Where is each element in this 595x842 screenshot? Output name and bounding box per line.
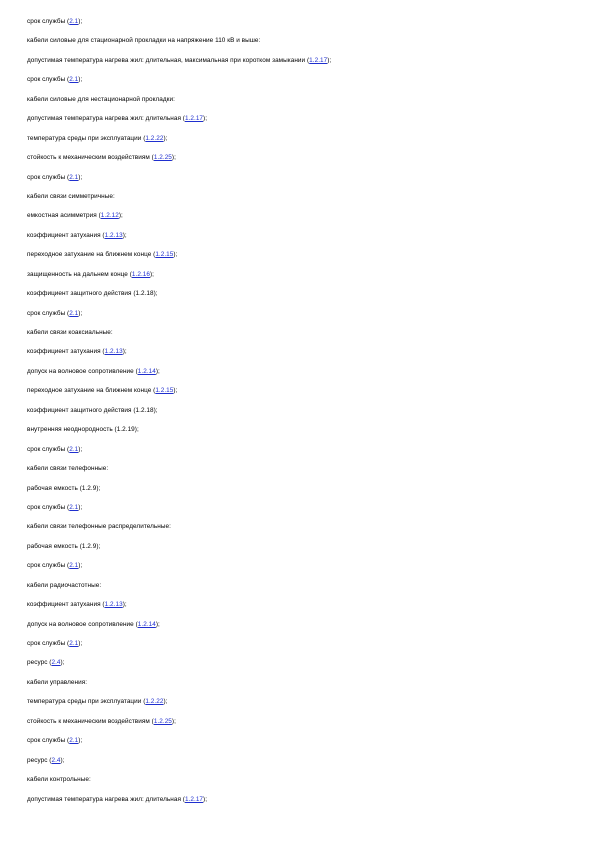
line-text: срок службы ( bbox=[27, 173, 70, 181]
line-text: защищенность на дальнем конце ( bbox=[27, 270, 132, 278]
section-reference-link[interactable]: 1.2.12 bbox=[100, 212, 119, 220]
document-line bbox=[27, 620, 577, 639]
line-text: кабели силовые для нестационарной прокладки: bbox=[27, 95, 175, 103]
document-line bbox=[27, 678, 577, 697]
line-text-suffix: ); bbox=[78, 737, 83, 745]
document-line bbox=[27, 795, 577, 814]
line-text: переходное затухание на ближнем конце ( bbox=[27, 251, 156, 259]
document-line bbox=[27, 775, 577, 794]
line-text-suffix: ); bbox=[118, 212, 123, 220]
document-line bbox=[27, 114, 577, 133]
line-text: срок службы ( bbox=[27, 562, 70, 570]
document-line bbox=[27, 639, 577, 658]
line-text: срок службы ( bbox=[27, 18, 70, 25]
line-text-suffix: ); bbox=[171, 717, 176, 725]
line-text: ресурс ( bbox=[27, 756, 52, 764]
document-line bbox=[27, 250, 577, 269]
document-line bbox=[27, 484, 577, 503]
section-reference-link[interactable]: 1.2.13 bbox=[104, 348, 123, 356]
section-reference-link[interactable]: 1.2.17 bbox=[309, 56, 328, 64]
line-text-suffix: ); bbox=[173, 387, 178, 395]
line-text-suffix: ); bbox=[78, 173, 83, 181]
line-text: кабели радиочастотные: bbox=[27, 581, 102, 589]
line-text-suffix: ); bbox=[78, 445, 83, 453]
document-line bbox=[27, 328, 577, 347]
line-text: срок службы ( bbox=[27, 309, 70, 317]
section-reference-link[interactable]: 2.1 bbox=[69, 173, 79, 181]
line-text-suffix: ); bbox=[60, 756, 65, 764]
document-line bbox=[27, 503, 577, 522]
document-line bbox=[27, 386, 577, 405]
line-text-suffix: ); bbox=[155, 620, 160, 628]
line-text: срок службы ( bbox=[27, 76, 70, 84]
document-line bbox=[27, 36, 577, 55]
line-text-suffix: ); bbox=[163, 698, 168, 706]
section-reference-link[interactable]: 2.1 bbox=[69, 76, 79, 84]
line-text: допустимая температура нагрева жил: длительная ( bbox=[27, 795, 185, 803]
document-line bbox=[27, 445, 577, 464]
line-text-suffix: ); bbox=[78, 18, 83, 25]
line-text: коэффициент защитного действия (1.2.18); bbox=[27, 290, 158, 298]
document-line bbox=[27, 600, 577, 619]
line-text: допустимая температура нагрева жил: длительная ( bbox=[27, 115, 185, 123]
line-text: коэффициент затухания ( bbox=[27, 231, 105, 239]
line-text: коэффициент затухания ( bbox=[27, 348, 105, 356]
document-line bbox=[27, 309, 577, 328]
line-text-suffix: ); bbox=[155, 367, 160, 375]
line-text-suffix: ); bbox=[78, 309, 83, 317]
document-line bbox=[27, 736, 577, 755]
line-text: переходное затухание на ближнем конце ( bbox=[27, 387, 156, 395]
line-text-suffix: ); bbox=[327, 56, 332, 64]
section-reference-link[interactable]: 1.2.22 bbox=[145, 134, 164, 142]
document-line bbox=[27, 367, 577, 386]
document-line bbox=[27, 211, 577, 230]
document-line bbox=[27, 697, 577, 716]
line-text: ресурс ( bbox=[27, 659, 52, 667]
line-text-suffix: ); bbox=[122, 348, 127, 356]
section-reference-link[interactable]: 1.2.13 bbox=[104, 231, 123, 239]
line-text: срок службы ( bbox=[27, 445, 70, 453]
line-text-suffix: ); bbox=[78, 76, 83, 84]
line-text: рабочая емкость (1.2.9); bbox=[27, 484, 101, 492]
line-text: внутренняя неоднородность (1.2.19); bbox=[27, 426, 139, 434]
line-text: температура среды при эксплуатации ( bbox=[27, 134, 146, 142]
line-text: кабели силовые для стационарной прокладки на напряжение 110 кВ и выше: bbox=[27, 37, 261, 45]
line-text: кабели контрольные: bbox=[27, 776, 91, 784]
section-reference-link[interactable]: 1.2.15 bbox=[155, 387, 174, 395]
document-line bbox=[27, 542, 577, 561]
document-line bbox=[27, 17, 577, 36]
document-line bbox=[27, 56, 577, 75]
section-reference-link[interactable]: 1.2.14 bbox=[137, 620, 156, 628]
line-text-suffix: ); bbox=[149, 270, 154, 278]
section-reference-link[interactable]: 1.2.16 bbox=[131, 270, 150, 278]
section-reference-link[interactable]: 1.2.13 bbox=[104, 601, 123, 609]
section-reference-link[interactable]: 1.2.17 bbox=[184, 115, 204, 123]
section-reference-link[interactable]: 2.4 bbox=[51, 659, 61, 667]
document-line bbox=[27, 425, 577, 444]
document-line bbox=[27, 173, 577, 192]
section-reference-link[interactable]: 1.2.22 bbox=[145, 698, 164, 706]
line-text-suffix: ); bbox=[203, 115, 208, 123]
line-text: кабели связи коаксиальные: bbox=[27, 329, 113, 336]
document-line bbox=[27, 95, 577, 114]
section-reference-link[interactable]: 2.1 bbox=[69, 309, 79, 317]
document-line bbox=[27, 153, 577, 172]
line-text: рабочая емкость (1.2.9); bbox=[27, 542, 101, 550]
line-text: срок службы ( bbox=[27, 640, 70, 647]
line-text: стойкость к механическим воздействиям ( bbox=[27, 717, 154, 725]
section-reference-link[interactable]: 1.2.15 bbox=[155, 251, 174, 259]
line-text-suffix: ); bbox=[173, 251, 178, 259]
line-text: стойкость к механическим воздействиям ( bbox=[27, 154, 154, 162]
line-text: срок службы ( bbox=[27, 737, 70, 745]
line-text-suffix: ); bbox=[60, 659, 65, 667]
line-text-suffix: ); bbox=[163, 134, 168, 142]
document-line bbox=[27, 270, 577, 289]
line-text-suffix: ); bbox=[203, 795, 208, 803]
section-reference-link[interactable]: 1.2.14 bbox=[137, 367, 156, 375]
line-text: емкостная асимметрия ( bbox=[27, 212, 101, 220]
section-reference-link[interactable]: 1.2.17 bbox=[184, 795, 204, 803]
section-reference-link[interactable]: 2.1 bbox=[69, 445, 79, 453]
line-text: допустимая температура нагрева жил: длительная, максимальная при коротком замыкании ( bbox=[27, 56, 310, 64]
line-text-suffix: ); bbox=[78, 503, 83, 511]
document-line bbox=[27, 406, 577, 425]
section-reference-link[interactable]: 2.1 bbox=[69, 640, 79, 647]
document-line bbox=[27, 756, 577, 775]
line-text: кабели связи симметричные: bbox=[27, 192, 115, 200]
section-reference-link[interactable]: 2.4 bbox=[51, 756, 61, 764]
line-text: коэффициент затухания ( bbox=[27, 601, 105, 609]
document-line bbox=[27, 192, 577, 211]
line-text: допуск на волновое сопротивление ( bbox=[27, 367, 138, 375]
line-text: коэффициент защитного действия (1.2.18); bbox=[27, 406, 158, 414]
document-line bbox=[27, 717, 577, 736]
line-text-suffix: ); bbox=[78, 562, 83, 570]
document-line bbox=[27, 347, 577, 366]
line-text-suffix: ); bbox=[171, 154, 176, 162]
document-line bbox=[27, 561, 577, 580]
line-text: кабели связи телефонные распределительные: bbox=[27, 523, 171, 531]
document-line bbox=[27, 289, 577, 308]
line-text-suffix: ); bbox=[122, 601, 127, 609]
document-line bbox=[27, 134, 577, 153]
section-reference-link[interactable]: 2.1 bbox=[69, 737, 79, 745]
section-reference-link[interactable]: 1.2.25 bbox=[153, 154, 172, 162]
document-line bbox=[27, 522, 577, 541]
line-text: допуск на волновое сопротивление ( bbox=[27, 620, 138, 628]
document-line bbox=[27, 581, 577, 600]
line-text: срок службы ( bbox=[27, 503, 70, 511]
document-line bbox=[27, 658, 577, 677]
line-text-suffix: ); bbox=[78, 640, 83, 647]
section-reference-link[interactable]: 1.2.25 bbox=[153, 717, 172, 725]
document-line bbox=[27, 231, 577, 250]
document-line bbox=[27, 464, 577, 483]
line-text: кабели управления: bbox=[27, 678, 88, 686]
document-line bbox=[27, 75, 577, 94]
section-reference-link[interactable]: 2.1 bbox=[69, 18, 79, 25]
line-text-suffix: ); bbox=[122, 231, 127, 239]
line-text: кабели связи телефонные: bbox=[27, 465, 109, 473]
section-reference-link[interactable]: 2.1 bbox=[69, 562, 79, 570]
section-reference-link[interactable]: 2.1 bbox=[69, 503, 79, 511]
document-body bbox=[27, 17, 577, 814]
line-text: температура среды при эксплуатации ( bbox=[27, 698, 146, 706]
